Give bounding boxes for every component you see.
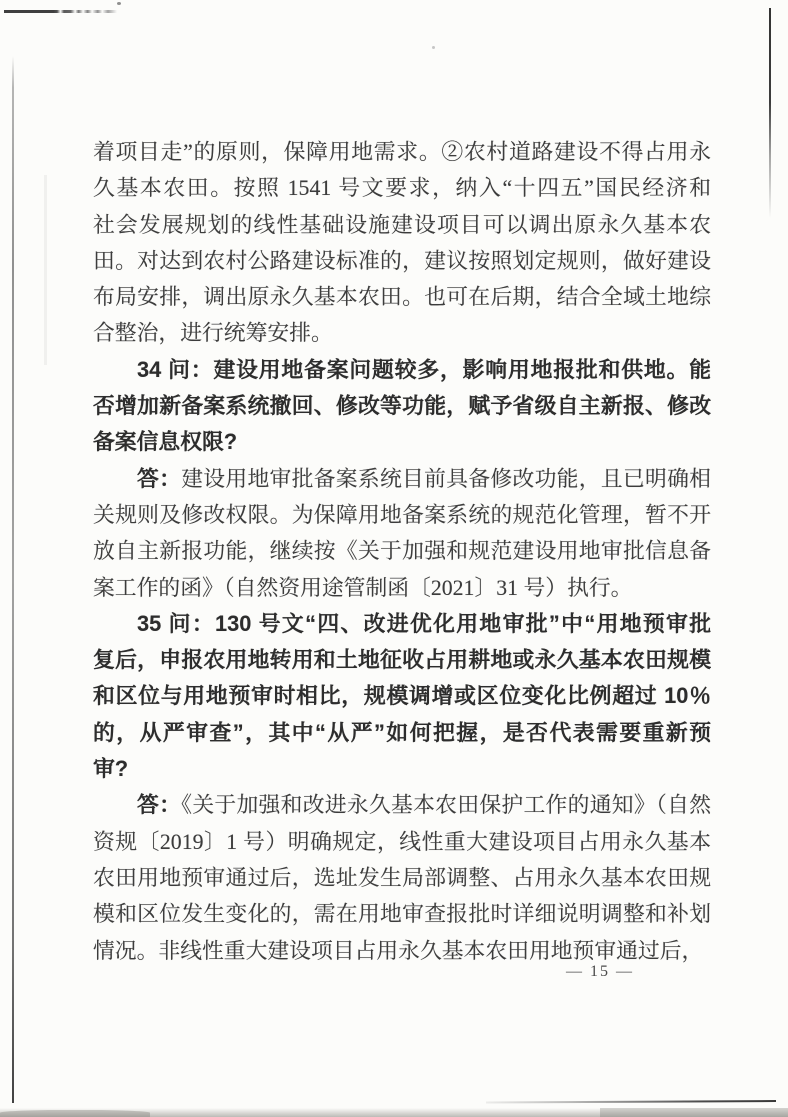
paragraph-answer-34 [93,461,711,606]
text-block [93,134,711,969]
text-line [93,461,711,497]
text-line: 农田用地预审通过后，选址发生局部调整、占用永久基本农田规 [93,865,711,890]
text-line: 模和区位发生变化的，需在用地审查报批时详细说明调整和补划 [93,902,711,927]
text-line: 田。对达到农村公路建设标准的，建议按照划定规则，做好建设 [93,248,711,273]
text-line: 着项目走”的原则，保障用地需求。②农村道路建设不得占用永 [93,140,711,164]
scan-artifact-bottom-shadow [0,1110,150,1117]
text-line: 和区位与用地预审时相比，规模调增或区位变化比例超过 10％ [93,683,711,709]
text-line: 备案信息权限? [93,429,238,455]
paragraph-body-continuation [93,134,711,352]
text-line: 放自主新报功能，继续按《关于加强和规范建设用地审批信息备 [93,539,711,564]
text-line: 资规〔2019〕1 号）明确规定，线性重大建设项目占用永久基本 [93,829,711,854]
answer-prefix: 答： [137,792,182,818]
text-line [93,787,711,823]
text-line-content: 建设用地审批备案系统目前具备修改功能，且已明确相 [181,466,711,491]
text-line: 的，从严审查”，其中“从严”如何把握，是否代表需要重新预 [93,719,711,745]
text-line: 否增加新备案系统撤回、修改等功能，赋予省级自主新报、修改 [93,393,711,419]
scan-artifact-speck [117,2,121,5]
text-line: 复后，申报农用地转用和土地征收占用耕地或永久基本农田规模 [93,647,711,673]
scan-artifact-left-edge-line [12,56,14,1103]
text-line: 合整治，进行统筹安排。 [93,321,333,346]
text-line: 社会发展规划的线性基础设施建设项目可以调出原永久基本农 [93,212,711,237]
text-line: 久基本农田。按照 1541 号文要求，纳入“十四五”国民经济和 [93,176,711,201]
paragraph-answer-35 [93,787,711,968]
text-line: 35 问：130 号文“四、改进优化用地审批”中“用地预审批 [137,610,711,636]
scan-artifact-speck [432,46,435,49]
scan-artifact-bottom-shadow [0,1108,788,1117]
text-line: 案工作的函》（自然资用途管制函〔2021〕31 号）执行。 [93,575,633,600]
scan-artifact-right-edge-line [769,8,771,218]
scan-artifact-top-edge-line [4,10,117,13]
text-line: 34 问：建设用地备案问题较多，影响用地报批和供地。能 [137,356,711,382]
answer-prefix: 答： [137,465,182,491]
page-number: — 15 — [566,963,634,980]
text-line: 情况。非线性重大建设项目占用永久基本农田用地预审通过后， [93,938,704,963]
paragraph-question-34 [93,352,711,461]
text-line: 审? [93,756,129,782]
text-line: 关规则及修改权限。为保障用地备案系统的规范化管理，暂不开 [93,502,711,527]
scan-artifact-bottom-edge-line [486,1100,776,1104]
paragraph-question-35 [93,606,711,787]
text-line: 布局安排，调出原永久基本农田。也可在后期，结合全域土地综 [93,285,711,310]
scan-artifact-streak [44,175,47,365]
text-line-content: 《关于加强和改进永久基本农田保护工作的通知》（自然 [181,793,711,818]
scan-artifact-bottom-shadow [600,1108,788,1117]
